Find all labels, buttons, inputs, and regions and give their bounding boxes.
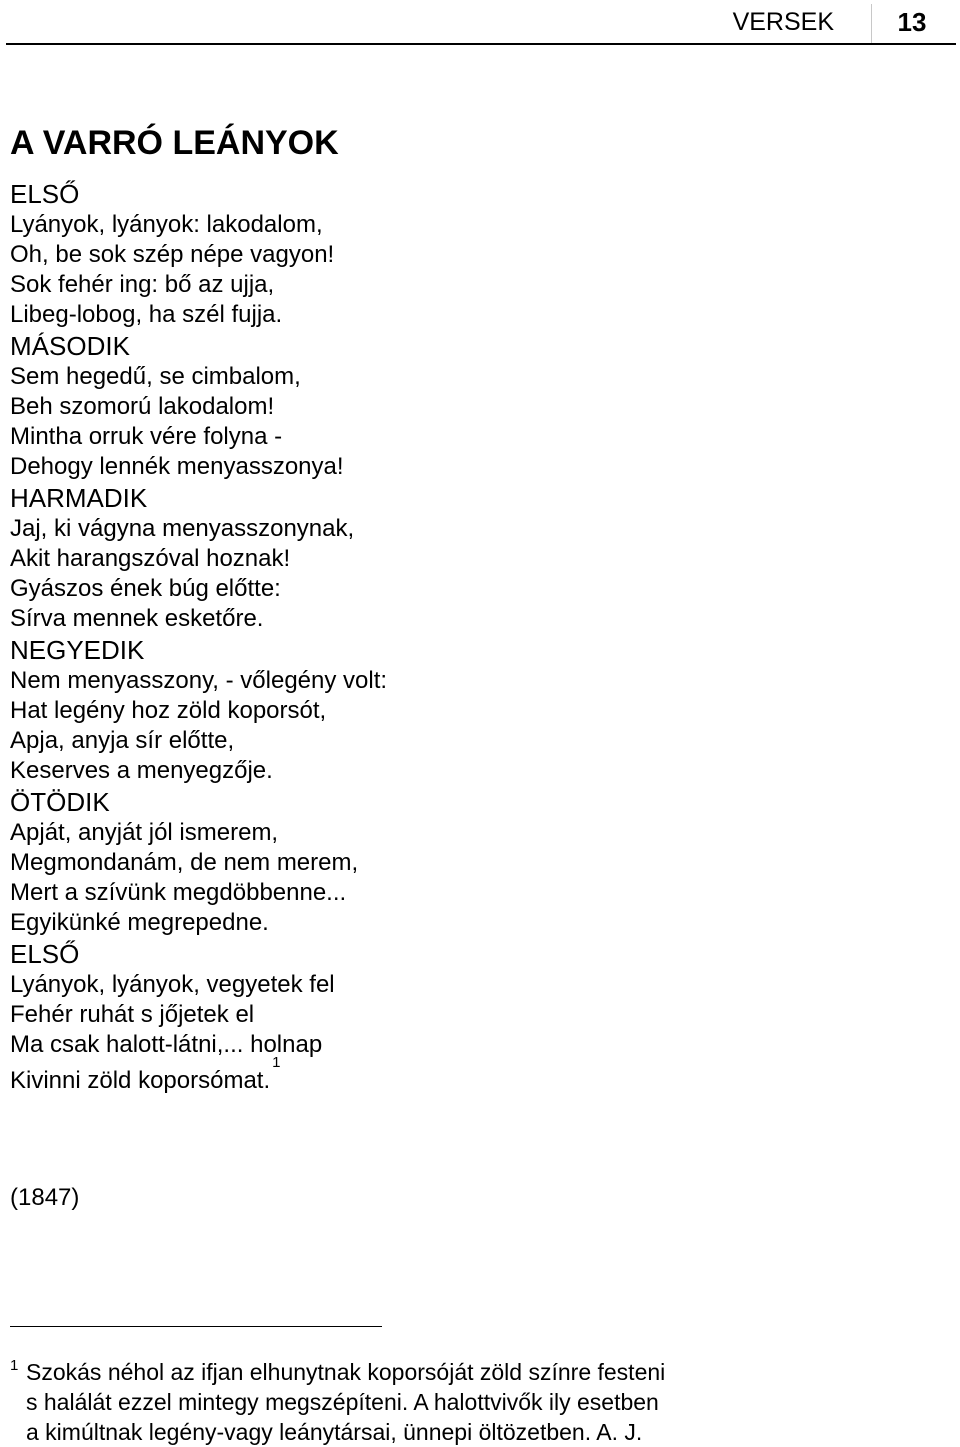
footnote-number: 1 [10,1357,19,1374]
poem-line-last [10,1054,910,1094]
footnote [10,1357,910,1447]
poem-line: Megmondanám, de nem merem, [10,849,359,876]
speaker-label: NEGYEDIK [10,635,145,665]
speaker-label: ELSŐ [10,939,80,969]
poem-line: Oh, be sok szép népe vagyon! [10,241,335,268]
stanza [10,634,910,786]
stanza [10,482,910,634]
speaker-label: MÁSODIK [10,331,130,361]
poem-line-text: Kivinni zöld koporsómat. [10,1067,271,1094]
poem-line: Keserves a menyegzője. [10,757,273,784]
poem-date: (1847) [10,1184,80,1211]
poem-line: Nem menyasszony, - vőlegény volt: [10,667,388,694]
poem-line: Lyányok, lyányok: lakodalom, [10,211,323,238]
poem-line: Sem hegedű, se cimbalom, [10,363,301,390]
poem-line: Sírva mennek esketőre. [10,605,264,632]
header-divider [871,4,872,44]
poem-line: Fehér ruhát s jőjetek el [10,1001,255,1028]
poem-line: Lyányok, lyányok, vegyetek fel [10,971,335,998]
page-header [0,0,960,46]
poem-line: Mert a szívünk megdöbbenne... [10,879,347,906]
footnote-reference[interactable]: 1 [272,1054,281,1071]
stanza [10,330,910,482]
poem-line: Jaj, ki vágyna menyasszonynak, [10,515,355,542]
header-rule [6,43,956,45]
footnote-line: s halálát ezzel mintegy megszépíteni. A halottvivők ily esetben [26,1389,659,1415]
speaker-label: HARMADIK [10,483,148,513]
poem-title: A VARRÓ LEÁNYOK [10,124,339,162]
poem-line: Apját, anyját jól ismerem, [10,819,279,846]
poem-body [10,178,910,1094]
speaker-label: ELSŐ [10,179,80,209]
footnote-rule [10,1326,382,1327]
poem-line: Gyászos ének búg előtte: [10,575,281,602]
stanza [10,786,910,938]
poem-line: Egyikünké megrepedne. [10,909,269,936]
poem-line: Beh szomorú lakodalom! [10,393,275,420]
running-header-section: VERSEK [732,8,834,36]
speaker-label: ÖTÖDIK [10,787,110,817]
poem-line: Akit harangszóval hoznak! [10,545,291,572]
poem-line: Apja, anyja sír előtte, [10,727,235,754]
poem-line: Hat legény hoz zöld koporsót, [10,697,327,724]
page-number: 13 [897,7,927,37]
stanza [10,938,910,1094]
footnote-line: a kimúltnak legény-vagy leánytársai, ünnepi öltözetben. A. J. [26,1419,643,1445]
poem-line: Ma csak halott-látni,... holnap [10,1031,323,1058]
poem-line: Libeg-lobog, ha szél fujja. [10,301,283,328]
footnote-line: Szokás néhol az ifjan elhunytnak koporsóját zöld színre festeni [26,1359,666,1385]
poem-line: Sok fehér ing: bő az ujja, [10,271,275,298]
stanza [10,178,910,330]
poem-line: Mintha orruk vére folyna - [10,423,283,450]
poem-line: Dehogy lennék menyasszonya! [10,453,344,480]
